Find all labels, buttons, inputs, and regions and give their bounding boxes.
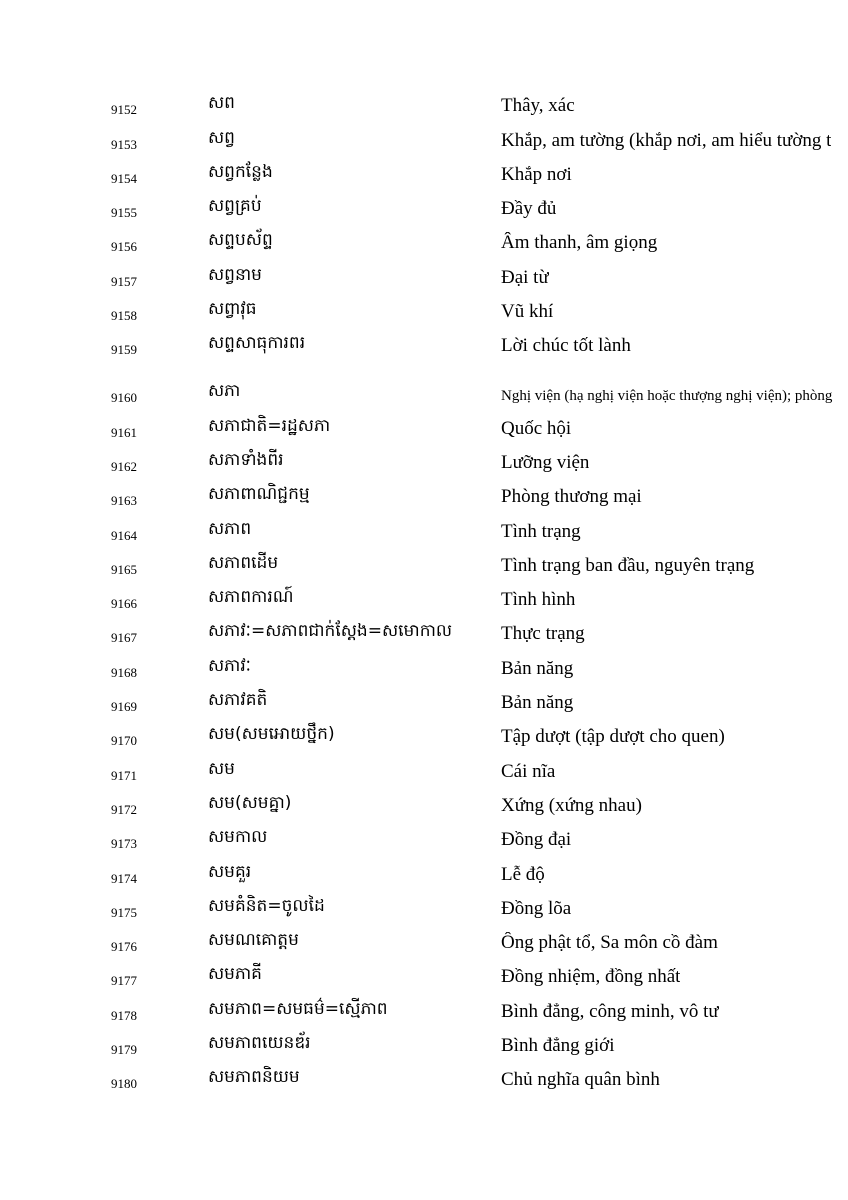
entry-number: 9176 <box>111 939 137 955</box>
dictionary-entry <box>0 120 848 154</box>
vietnamese-translation: Đồng nhiệm, đồng nhất <box>501 966 681 988</box>
dictionary-entry <box>0 854 848 888</box>
entry-number: 9175 <box>111 904 137 920</box>
dictionary-entry <box>0 292 848 326</box>
entry-number: 9165 <box>111 561 137 577</box>
vietnamese-translation: Âm thanh, âm giọng <box>501 232 658 254</box>
entry-number: 9171 <box>111 767 137 783</box>
entry-number: 9152 <box>111 102 137 118</box>
khmer-term: សម <box>208 758 235 779</box>
vietnamese-translation: Lời chúc tốt lành <box>501 335 631 357</box>
dictionary-entry <box>0 580 848 614</box>
khmer-term: សភាពដើម <box>208 552 279 573</box>
khmer-term: សភាវៈ <box>208 655 251 676</box>
vietnamese-translation: Đại từ <box>501 266 549 288</box>
entry-number: 9157 <box>111 273 137 289</box>
dictionary-entry <box>0 717 848 751</box>
vietnamese-translation: Đầy đủ <box>501 198 557 220</box>
khmer-term: សព្វកន្លែង <box>208 161 273 182</box>
entry-number: 9170 <box>111 733 137 749</box>
vietnamese-translation: Tình hình <box>501 589 576 611</box>
dictionary-entry <box>0 1026 848 1060</box>
entry-number: 9167 <box>111 630 137 646</box>
dictionary-entry <box>0 648 848 682</box>
khmer-term: សព្វ <box>208 127 235 148</box>
entry-number: 9169 <box>111 699 137 715</box>
vietnamese-translation: Lễ độ <box>501 863 545 885</box>
dictionary-entry <box>0 683 848 717</box>
vietnamese-translation: Bình đẳng, công minh, vô tư <box>501 1000 719 1022</box>
entry-number: 9159 <box>111 342 137 358</box>
vietnamese-translation: Bản năng <box>501 657 574 679</box>
khmer-term: សមភាពនិយម <box>208 1067 300 1088</box>
entry-number: 9178 <box>111 1007 137 1023</box>
entry-number: 9158 <box>111 308 137 324</box>
dictionary-entry <box>0 408 848 442</box>
vietnamese-translation: Vũ khí <box>501 301 554 323</box>
khmer-term: សភាវៈ=សភាពជាក់ស្តែង=សមោកាល <box>208 621 453 642</box>
dictionary-page <box>0 86 848 1100</box>
entry-number: 9153 <box>111 136 137 152</box>
dictionary-entry <box>0 360 848 408</box>
khmer-term: សភាទាំងពីរ <box>208 449 284 470</box>
dictionary-entry <box>0 820 848 854</box>
khmer-term: សមភាព=សមធម៌=ស្មើភាព <box>208 998 388 1019</box>
entry-number: 9168 <box>111 664 137 680</box>
vietnamese-translation: Nghị viện (hạ nghị viện hoặc thượng nghị viện); phòng <box>501 388 833 405</box>
entry-number: 9179 <box>111 1042 137 1058</box>
khmer-term: សភាជាតិ=រដ្ឋសភា <box>208 415 331 436</box>
entry-number: 9180 <box>111 1076 137 1092</box>
khmer-term: សព្ទបស័ព្ទ <box>208 230 273 251</box>
entry-number: 9166 <box>111 596 137 612</box>
entry-number: 9177 <box>111 973 137 989</box>
entry-number: 9155 <box>111 205 137 221</box>
khmer-term: សព្វនាម <box>208 264 262 285</box>
entry-number: 9154 <box>111 170 137 186</box>
khmer-term: សម(សមអោយថ្នឹក) <box>208 724 335 745</box>
entry-number: 9173 <box>111 836 137 852</box>
dictionary-entry <box>0 889 848 923</box>
vietnamese-translation: Chủ nghĩa quân bình <box>501 1069 660 1091</box>
khmer-term: សភា <box>208 381 241 402</box>
dictionary-entry <box>0 1060 848 1094</box>
vietnamese-translation: Ông phật tổ, Sa môn cồ đàm <box>501 932 718 954</box>
dictionary-entry <box>0 443 848 477</box>
dictionary-entry <box>0 751 848 785</box>
entry-number: 9163 <box>111 493 137 509</box>
khmer-term: សមកាល <box>208 827 268 848</box>
entry-number: 9160 <box>111 390 137 406</box>
vietnamese-translation: Tình trạng ban đầu, nguyên trạng <box>501 554 755 576</box>
vietnamese-translation: Cái nĩa <box>501 760 556 782</box>
vietnamese-translation: Phòng thương mại <box>501 486 642 508</box>
vietnamese-translation: Tình trạng <box>501 520 581 542</box>
khmer-term: សម(សមគ្នា) <box>208 792 292 813</box>
dictionary-entry <box>0 786 848 820</box>
dictionary-entry <box>0 223 848 257</box>
entry-number: 9172 <box>111 801 137 817</box>
vietnamese-translation: Quốc hội <box>501 417 572 439</box>
khmer-term: សភាពាណិជ្ជកម្ម <box>208 484 310 505</box>
dictionary-entry <box>0 86 848 120</box>
entry-number: 9164 <box>111 527 137 543</box>
dictionary-entry <box>0 155 848 189</box>
dictionary-entry <box>0 614 848 648</box>
khmer-term: សមភាគី <box>208 964 262 985</box>
vietnamese-translation: Bình đẳng giới <box>501 1035 615 1057</box>
vietnamese-translation: Khắp nơi <box>501 163 572 185</box>
dictionary-entry <box>0 957 848 991</box>
dictionary-entry <box>0 477 848 511</box>
dictionary-entry <box>0 923 848 957</box>
vietnamese-translation: Tập dượt (tập dượt cho quen) <box>501 726 725 748</box>
khmer-term: សព្វគ្រប់ <box>208 196 262 217</box>
dictionary-entry <box>0 257 848 291</box>
vietnamese-translation: Thực trạng <box>501 623 585 645</box>
khmer-term: សមគំនិត=ចូលដៃ <box>208 895 325 916</box>
entry-number: 9161 <box>111 424 137 440</box>
vietnamese-translation: Thây, xác <box>501 95 575 117</box>
entry-number: 9156 <box>111 239 137 255</box>
khmer-term: សមគួរ <box>208 861 252 882</box>
vietnamese-translation: Xứng (xứng nhau) <box>501 794 642 816</box>
entry-number: 9162 <box>111 458 137 474</box>
khmer-term: សភាព <box>208 518 252 539</box>
dictionary-entry <box>0 991 848 1025</box>
dictionary-entry <box>0 189 848 223</box>
dictionary-entry <box>0 511 848 545</box>
vietnamese-translation: Lưỡng viện <box>501 451 590 473</box>
vietnamese-translation: Đồng đại <box>501 829 572 851</box>
khmer-term: សព្ទសាធុការពរ <box>208 333 306 354</box>
khmer-term: សភាពការណ៍ <box>208 587 294 608</box>
vietnamese-translation: Khắp, am tường (khắp nơi, am hiểu tường t <box>501 129 832 151</box>
vietnamese-translation: Đồng lõa <box>501 897 572 919</box>
dictionary-entry <box>0 326 848 360</box>
khmer-term: សព្វាវុធ <box>208 299 257 320</box>
entry-number: 9174 <box>111 870 137 886</box>
dictionary-entry <box>0 546 848 580</box>
khmer-term: សភាវគតិ <box>208 690 268 711</box>
vietnamese-translation: Bản năng <box>501 692 574 714</box>
khmer-term: សព <box>208 93 235 114</box>
khmer-term: សមណគោត្តម <box>208 930 299 951</box>
khmer-term: សមភាពយេនឌ័រ <box>208 1033 311 1054</box>
